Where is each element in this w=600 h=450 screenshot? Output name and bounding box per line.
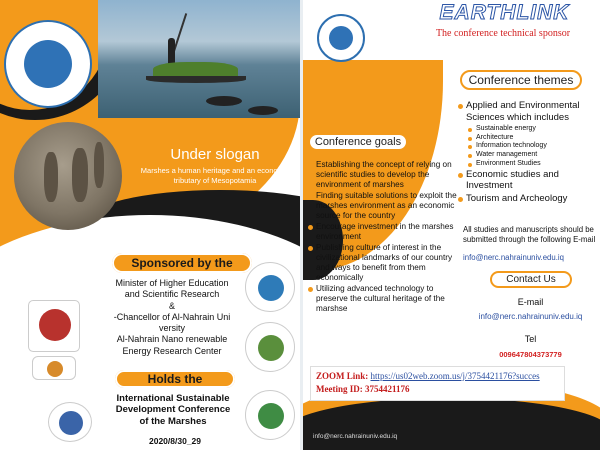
earthlink-logo: EARTHLINK <box>439 1 570 24</box>
email-label: E-mail <box>517 297 544 307</box>
relief-figure <box>44 152 58 202</box>
meeting-id-label: Meeting ID: <box>316 384 363 395</box>
technical-sponsor-note: The conference technical sponsor <box>435 28 571 39</box>
submission-email-link[interactable]: info@nerc.nahrainuniv.edu.iq <box>463 253 564 262</box>
sponsor-line: Al-Nahrain Nano renewable <box>116 334 228 345</box>
relief-palm <box>94 142 104 188</box>
goal-item: Finding suitable solutions to exploit the marshes environment as an economic source for the country <box>308 191 458 221</box>
goals-list <box>308 160 458 315</box>
goal-item: Publishing culture of interest in the civilizational landmarks of our country and ways to benefit from them economically <box>308 243 458 283</box>
water-buffalo <box>248 106 278 115</box>
goal-item: Utilizing advanced technology to preserve the cultural heritage of the marshse <box>308 284 458 314</box>
event-line: Development Conference <box>115 404 231 416</box>
marshes-center-logo <box>245 262 295 312</box>
water-buffalo <box>206 96 242 106</box>
sponsor-line: and Scientific Research <box>124 289 220 300</box>
slogan-title: Under slogan <box>170 146 260 163</box>
heritage-logo <box>245 322 295 372</box>
contact-heading: Contact Us <box>490 271 572 288</box>
nahrain-university-logo <box>28 300 80 352</box>
logo-emblem <box>329 26 353 50</box>
logo-emblem <box>24 40 72 88</box>
theme-item: Tourism and Archeology <box>458 193 598 205</box>
goals-heading: Conference goals <box>308 133 408 151</box>
theme-subitem: Sustainable energy <box>458 125 598 134</box>
theme-subitem: Architecture <box>458 134 598 143</box>
footer-email[interactable]: info@nerc.nahrainuniv.edu.iq <box>313 433 398 440</box>
logo-emblem <box>258 403 284 429</box>
zoom-label: ZOOM Link: <box>316 371 369 381</box>
theme-item: Economic studies and Investment <box>458 169 598 193</box>
holds-ribbon: Holds the <box>115 370 235 388</box>
boat-shape <box>146 76 246 83</box>
zoom-link-row <box>316 370 559 383</box>
sponsor-line: versity <box>158 323 185 333</box>
themes-heading: Conference themes <box>460 70 582 90</box>
sponsored-by-ribbon: Sponsored by the <box>112 253 252 273</box>
theme-subitem: Information technology <box>458 142 598 151</box>
submission-note: All studies and manuscripts should be submitted through the following E-mail <box>463 225 596 244</box>
conference-name <box>88 393 258 427</box>
sponsors-list <box>88 278 256 357</box>
nano-center-logo <box>32 356 76 380</box>
sponsor-line: Minister of Higher Education <box>115 278 229 288</box>
sumerian-relief-photo <box>14 122 122 230</box>
sponsor-line: -Chancellor of Al-Nahrain Uni <box>113 311 231 322</box>
conference-logo <box>4 20 92 108</box>
contact-email-link[interactable]: info@nerc.nahrainuniv.edu.iq <box>478 312 583 321</box>
tel-number: 009647804373779 <box>499 350 562 359</box>
theme-item: Applied and Environmental Sciences which includes <box>458 100 598 124</box>
relief-figure <box>72 148 88 202</box>
goal-item: Establishing the concept of relying on scientific studies to develop the environment of marshes <box>308 160 458 190</box>
event-line: International Sustainable <box>116 393 230 404</box>
slogan-block <box>130 146 300 186</box>
zoom-link[interactable]: https://us02web.zoom.us/j/3754421176?succes <box>370 371 540 381</box>
sponsor-line: & <box>168 300 175 311</box>
zoom-info-box <box>310 366 565 401</box>
ministry-logo <box>48 402 92 442</box>
theme-subitem: Water management <box>458 151 598 160</box>
brochure-back-panel <box>303 0 600 450</box>
goal-item: Encourage investment in the marshes environment <box>308 222 458 242</box>
meeting-id-row <box>316 383 559 396</box>
logo-emblem <box>47 361 63 377</box>
sponsor-line: Energy Research Center <box>122 345 222 356</box>
event-line: of the Marshes <box>139 415 207 427</box>
conference-date: 2020/8/30_29 <box>149 436 201 446</box>
themes-list <box>458 100 598 206</box>
logo-emblem <box>258 275 284 301</box>
logo-emblem <box>258 335 284 361</box>
conference-logo <box>317 14 365 62</box>
logo-emblem <box>59 411 83 435</box>
logo-emblem <box>39 309 71 341</box>
slogan-text: Marshes a human heritage and an economic tributary of Mesopotamia <box>140 166 290 185</box>
dark-bottom-band <box>303 398 600 450</box>
meeting-id-value: 3754421176 <box>365 384 410 395</box>
marsh-boat-photo <box>98 0 300 118</box>
theme-subitem: Environment Studies <box>458 160 598 169</box>
tel-label: Tel <box>524 334 537 344</box>
